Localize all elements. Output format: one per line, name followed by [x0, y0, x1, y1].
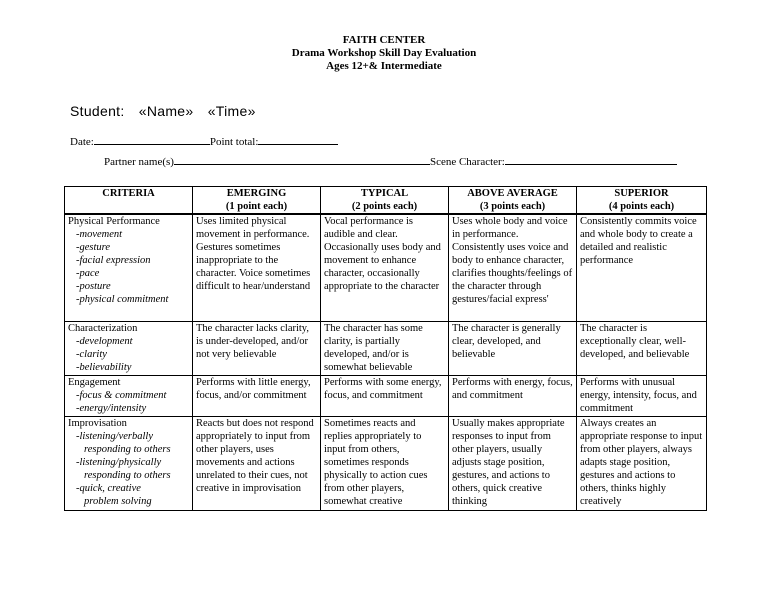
criterion-label: Physical Performance	[68, 216, 160, 227]
emerging-cell: The character lacks clarity, is under-developed, and/or not very believable	[193, 321, 321, 375]
col-sub: (2 points each)	[351, 201, 418, 212]
col-header-emerging	[193, 187, 321, 215]
sub-criterion: -movement	[76, 229, 123, 240]
sub-criterion: problem solving	[84, 495, 152, 507]
point-total-field[interactable]	[258, 134, 338, 145]
col-title: SUPERIOR	[614, 188, 669, 199]
typical-cell: Sometimes reacts and replies appropriately to input from others, sometimes responds physically to action cues from other players, somewhat creative	[321, 416, 449, 510]
typical-cell: Vocal performance is audible and clear. Occasionally uses body and movement to enhance character, occasionally appropriate to the character	[321, 214, 449, 321]
emerging-cell: Uses limited physical movement in performance. Gestures sometimes inappropriate to the character. Voice sometimes difficult to hear/understand	[193, 214, 321, 321]
sub-criterion: -energy/intensity	[76, 402, 147, 414]
col-title: CRITERIA	[102, 188, 155, 199]
time-field: «Time»	[207, 103, 256, 119]
rubric-header-row	[65, 187, 707, 215]
sub-criterion: -listening/physically	[76, 456, 162, 468]
sub-criterion: -believability	[76, 361, 132, 373]
sub-criterion: responding to others	[84, 469, 171, 481]
superior-cell: Always creates an appropriate response to input from other players, always adapts stage position, gestures and actions to others, thinks highly creatively	[577, 416, 707, 510]
scene-label: Scene Character:	[429, 156, 505, 168]
date-field[interactable]	[94, 134, 210, 145]
partner-line	[104, 154, 677, 168]
above-average-cell: Usually makes appropriate responses to input from other players, usually adjusts stage position, gestures, and actions to others, quick creative thinking	[449, 416, 577, 510]
criterion-label: Engagement	[68, 376, 121, 388]
emerging-cell: Reacts but does not respond appropriately to input from other players, uses movements and actions unrelated to their cues, not creative in improvisation	[193, 416, 321, 510]
superior-cell: Performs with unusual energy, intensity, focus, and commitment	[577, 375, 707, 416]
student-line	[70, 103, 266, 119]
row-characterization	[65, 321, 707, 375]
criterion-label: Improvisation	[68, 417, 127, 429]
sub-criterion: -gesture	[76, 242, 111, 253]
col-header-typical	[321, 187, 449, 215]
rubric-table	[64, 186, 707, 511]
typical-cell: Performs with some energy, focus, and commitment	[321, 375, 449, 416]
date-label: Date:	[70, 136, 94, 148]
col-header-superior	[577, 187, 707, 215]
col-sub: (1 point each)	[225, 201, 288, 212]
student-label: Student:	[70, 103, 125, 119]
header-title: Drama Workshop Skill Day Evaluation	[291, 47, 477, 59]
sub-criterion: -quick, creative	[76, 482, 141, 494]
above-average-cell: The character is generally clear, developed, and believable	[449, 321, 577, 375]
sub-criterion: responding to others	[84, 443, 171, 455]
criterion-label: Characterization	[68, 322, 138, 334]
criterion-cell	[65, 375, 193, 416]
sub-criterion: -facial expression	[76, 255, 151, 266]
row-improvisation	[65, 416, 707, 510]
date-line	[70, 134, 338, 148]
sub-criterion: -focus & commitment	[76, 389, 167, 401]
criterion-cell	[65, 321, 193, 375]
sub-criterion: -development	[76, 335, 133, 347]
partner-label: Partner name(s)	[104, 156, 174, 168]
header-ages: Ages 12+& Intermediate	[326, 60, 442, 72]
col-title: EMERGING	[226, 188, 287, 199]
row-engagement	[65, 375, 707, 416]
sub-criterion: -listening/verbally	[76, 430, 153, 442]
criterion-cell	[65, 214, 193, 321]
col-header-criteria	[65, 187, 193, 215]
sub-criterion: -pace	[76, 268, 100, 279]
sub-criterion: -clarity	[76, 348, 107, 360]
point-total-label: Point total:	[209, 136, 259, 148]
sub-criterion: -posture	[76, 281, 111, 292]
col-header-above-average	[449, 187, 577, 215]
sub-criterion: -physical commitment	[76, 294, 169, 305]
emerging-cell: Performs with little energy, focus, and/or commitment	[193, 375, 321, 416]
header-org: FAITH CENTER	[342, 34, 426, 46]
above-average-cell: Performs with energy, focus, and commitment	[449, 375, 577, 416]
superior-cell: The character is exceptionally clear, well-developed, and believable	[577, 321, 707, 375]
partner-field[interactable]	[174, 154, 430, 165]
col-sub: (4 points each)	[608, 201, 675, 212]
above-average-cell: Uses whole body and voice in performance. Consistently uses voice and body to enhance character, clarifies thoughts/feelings of the character through gestures/facial express'	[449, 214, 577, 321]
col-sub: (3 points each)	[479, 201, 546, 212]
criterion-cell	[65, 416, 193, 510]
col-title: TYPICAL	[360, 188, 409, 199]
col-title: ABOVE AVERAGE	[467, 188, 558, 199]
superior-cell: Consistently commits voice and whole body to create a detailed and realistic performance	[577, 214, 707, 321]
name-field: «Name»	[138, 103, 194, 119]
row-physical-performance	[65, 214, 707, 321]
scene-field[interactable]	[505, 154, 677, 165]
typical-cell: The character has some clarity, is partially developed, and/or is somewhat believable	[321, 321, 449, 375]
